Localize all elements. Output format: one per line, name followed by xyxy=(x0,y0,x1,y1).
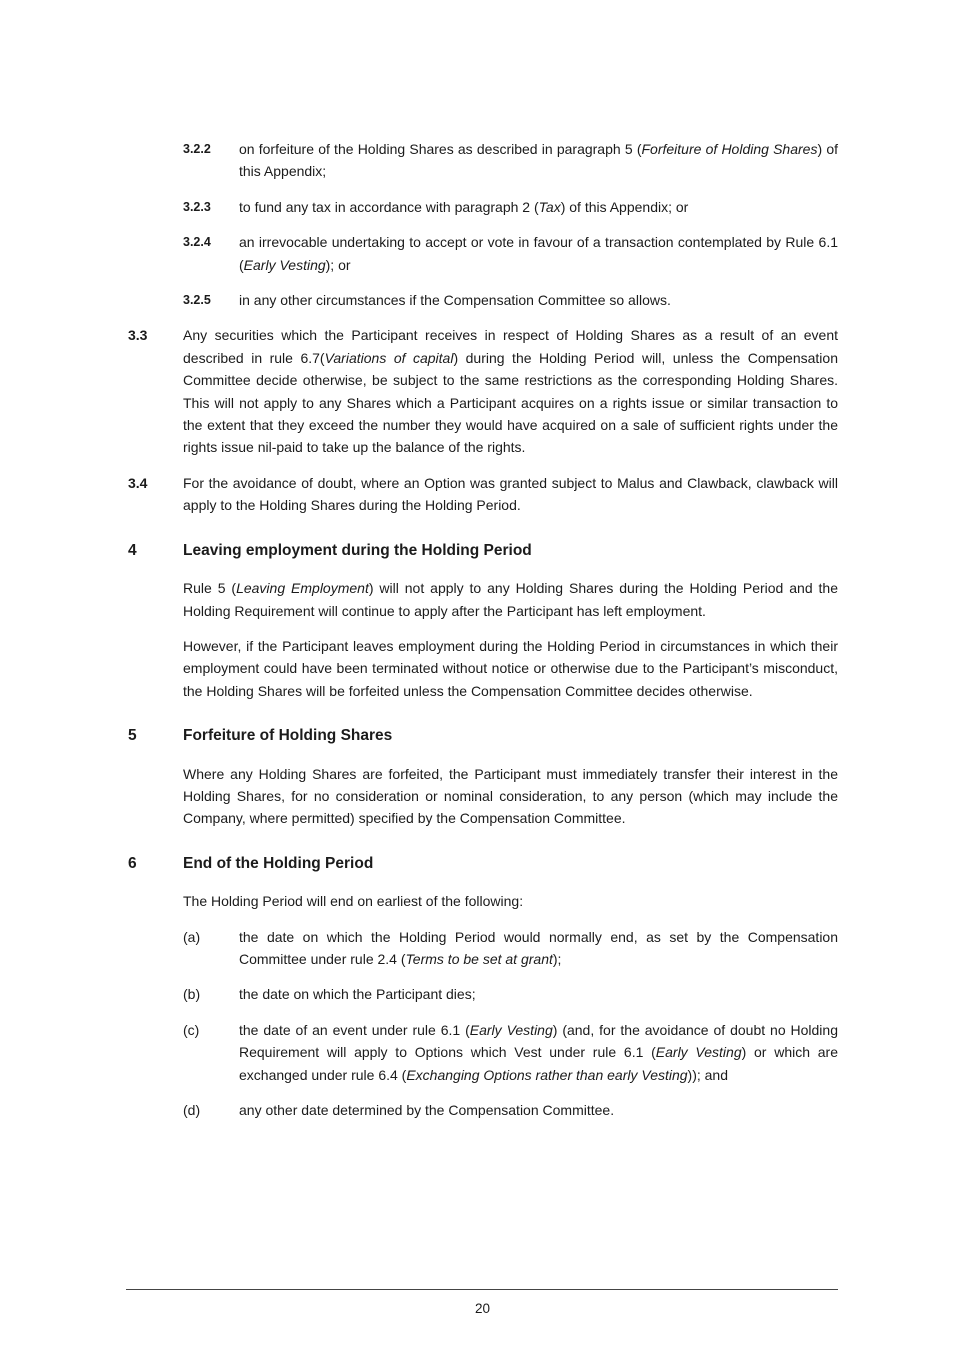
item-number: 3.2.3 xyxy=(183,199,211,214)
section-heading xyxy=(128,540,838,562)
heading-text: End of the Holding Period xyxy=(183,854,374,872)
paragraph-text: the date on which the Participant dies; xyxy=(239,986,476,1003)
section-number: 5 xyxy=(128,727,137,745)
paragraph-block xyxy=(128,196,838,218)
paragraph-text: Where any Holding Shares are forfeited, the Participant must immediately transfer their interest in the Holding Shares, for no consideration or nominal consideration, to any person (which may include the Company, where permitted) specified by the Compensation Committee. xyxy=(183,765,838,827)
item-number: 3.2.4 xyxy=(183,235,211,250)
item-number: 3.3 xyxy=(128,327,148,344)
heading-text: Leaving employment during the Holding Period xyxy=(183,541,532,559)
section-number: 4 xyxy=(128,541,137,559)
paragraph-block xyxy=(128,324,838,458)
paragraph-text: Any securities which the Participant receives in respect of Holding Shares as a result of an event described in rule 6.7(Variations of capital) during the Holding Period will, unless the Compensation Committee decide otherwise, be subject to the same restrictions as the corresponding Holding Shares. This will not apply to any Shares which a Participant acquires on a rights issue or similar transaction to the extent that they exceed the number they would have acquired on a sale of sufficient rights under the rights issue nil-paid to take up the balance of the rights. xyxy=(183,327,838,456)
heading-text: Forfeiture of Holding Shares xyxy=(183,727,393,745)
item-number: (c) xyxy=(183,1021,200,1038)
paragraph-block xyxy=(128,983,838,1005)
paragraph-block xyxy=(183,763,838,830)
item-number: 3.2.2 xyxy=(183,142,211,156)
section-heading xyxy=(128,725,838,747)
paragraph-text: an irrevocable undertaking to accept or vote in favour of a transaction contemplated by Rule 6.1 (Early Vesting); or xyxy=(239,234,838,273)
paragraph-text: to fund any tax in accordance with paragraph 2 (Tax) of this Appendix; or xyxy=(239,198,689,215)
paragraph-block xyxy=(128,231,838,276)
footer-divider xyxy=(126,1289,838,1290)
section-number: 6 xyxy=(128,854,137,872)
paragraph-text: in any other circumstances if the Compensation Committee so allows. xyxy=(239,292,671,309)
paragraph-text: For the avoidance of doubt, where an Option was granted subject to Malus and Clawback, clawback will apply to the Holding Shares during the Holding Period. xyxy=(183,474,838,514)
paragraph-block xyxy=(128,1099,838,1121)
paragraph-block xyxy=(128,289,838,311)
paragraph-text: the date on which the Holding Period would normally end, as set by the Compensation Committee under rule 2.4 (Terms to be set at grant); xyxy=(239,928,838,967)
item-number: (b) xyxy=(183,986,201,1003)
paragraph-block xyxy=(183,577,838,622)
document-content xyxy=(128,138,838,1134)
paragraph-block xyxy=(128,1019,838,1086)
paragraph-block xyxy=(183,635,838,702)
paragraph-text: The Holding Period will end on earliest of the following: xyxy=(183,893,524,910)
paragraph-text: the date of an event under rule 6.1 (Early Vesting) (and, for the avoidance of doubt no Holding Requirement will apply to Options which Vest under rule 6.1 (Early Vesting) or which are exchanged under rule 6.4 (Exchanging Options rather than early Vesting)); and xyxy=(239,1021,838,1083)
item-number: 3.4 xyxy=(128,474,148,491)
paragraph-text: on forfeiture of the Holding Shares as described in paragraph 5 (Forfeiture of Holding Shares) of this Appendix; xyxy=(239,141,838,180)
section-heading xyxy=(128,853,838,875)
paragraph-text: Rule 5 (Leaving Employment) will not apply to any Holding Shares during the Holding Period and the Holding Requirement will continue to apply after the Participant has left employment. xyxy=(183,580,838,619)
paragraph-text: any other date determined by the Compensation Committee. xyxy=(239,1102,615,1118)
paragraph-block xyxy=(128,472,838,517)
paragraph-block xyxy=(128,926,838,971)
page-number: 20 xyxy=(474,1301,491,1316)
item-number: 3.2.5 xyxy=(183,293,211,308)
paragraph-block xyxy=(128,138,838,183)
item-number: (d) xyxy=(183,1102,201,1118)
item-number: (a) xyxy=(183,928,201,945)
paragraph-text: However, if the Participant leaves employment during the Holding Period in circumstances in which their employment could have been terminated without notice or otherwise due to the Participant’s misconduct, the Holding Shares will be forfeited unless the Compensation Committee decides otherwise. xyxy=(183,637,838,699)
paragraph-block xyxy=(183,890,838,912)
